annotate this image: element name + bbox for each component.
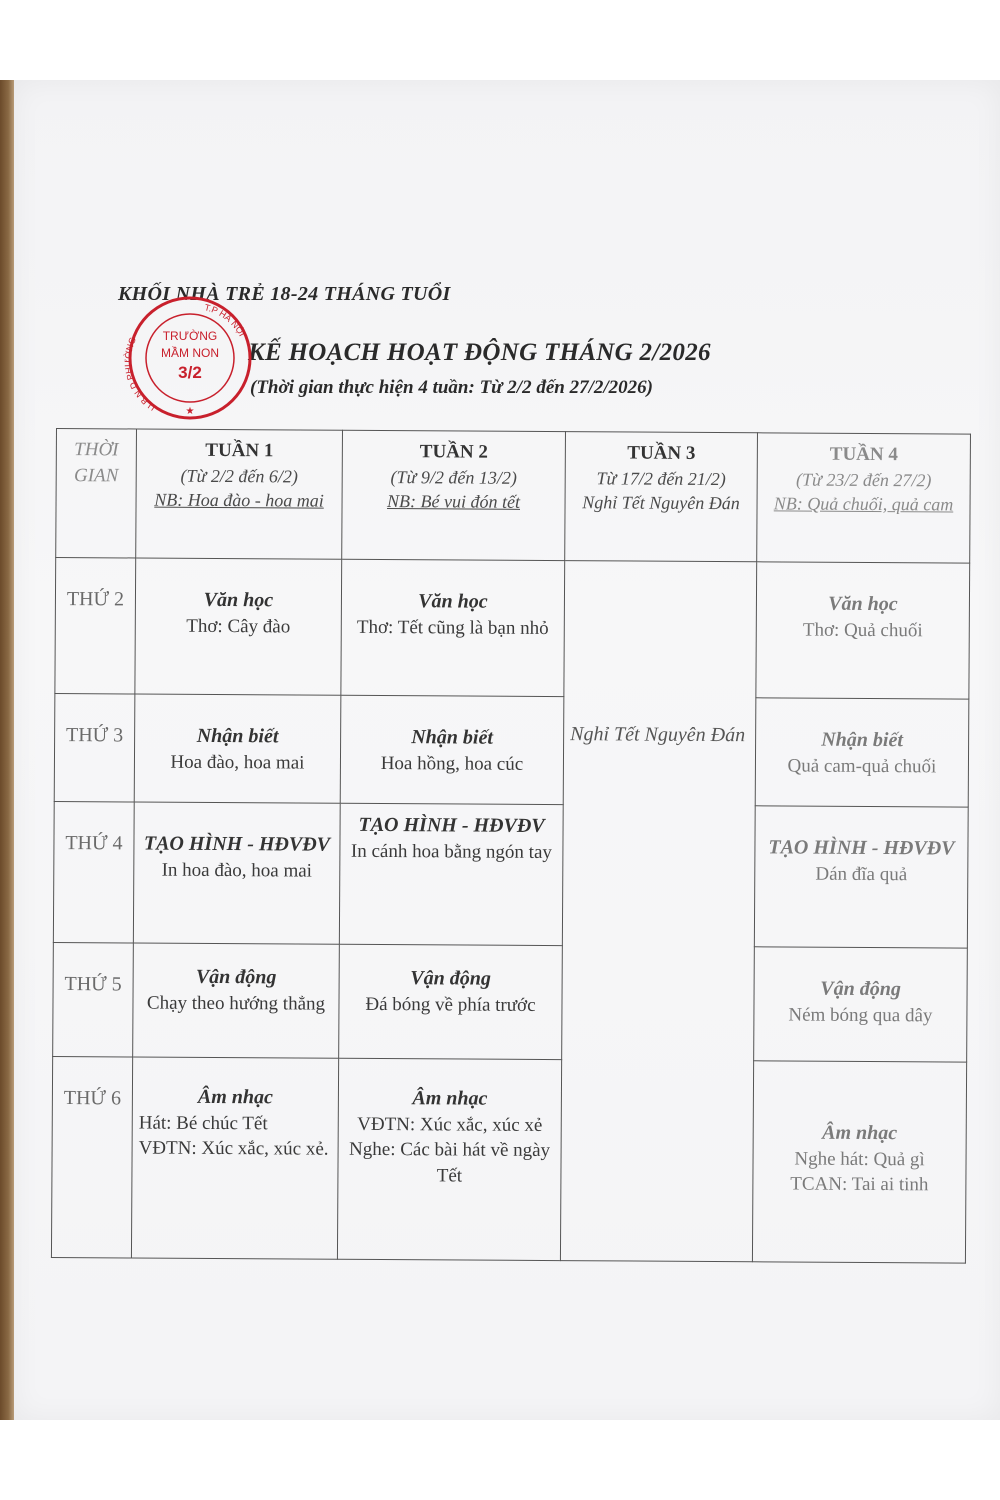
svg-text:U.B.N.D PHƯỜNG	[123, 336, 157, 413]
activity-detail: Thơ: Cây đào	[186, 615, 291, 638]
week-2-name: TUẦN 2	[419, 441, 488, 463]
stamp-ring-right: T.P HÀ NỘI	[203, 302, 248, 338]
activity-subject: TẠO HÌNH - HĐVĐV	[143, 832, 331, 856]
plan-title: KẾ HOẠCH HOẠT ĐỘNG THÁNG 2/2026	[248, 339, 711, 366]
activity-subject: TẠO HÌNH - HĐVĐV	[358, 814, 545, 838]
activity-detail: Thơ: Tết cũng là bạn nhỏ	[356, 616, 549, 639]
activity-cell	[752, 1061, 966, 1264]
week-1-range: (Từ 2/2 đến 6/2)	[180, 465, 298, 487]
day-label: THỨ 6	[51, 1056, 132, 1258]
school-stamp	[116, 294, 264, 424]
activity-subject: Nhận biết	[196, 724, 279, 747]
activity-detail: Hát: Bé chúc Tết	[138, 1112, 268, 1135]
activity-detail: In hoa đào, hoa mai	[161, 859, 313, 882]
day-row-tuesday	[54, 693, 969, 807]
activity-detail: Đá bóng về phía trước	[365, 993, 536, 1017]
day-label: THỨ 3	[54, 693, 135, 802]
activity-detail: VĐTN: Xúc xắc, xúc xẻ	[357, 1113, 543, 1136]
activity-detail: Dán đĩa quả	[815, 863, 908, 886]
day-row-wednesday	[53, 802, 968, 948]
activity-subject: Vận động	[195, 965, 277, 989]
activity-cell	[755, 697, 969, 807]
activity-subject: Âm nhạc	[197, 1085, 273, 1109]
week-4-range: (Từ 23/2 đến 27/2)	[795, 469, 932, 490]
activity-subject: Nhận biết	[411, 725, 494, 749]
day-label: THỨ 4	[53, 802, 134, 943]
activity-detail: Nghe hát: Quả gì	[794, 1148, 925, 1171]
activity-cell	[337, 1058, 561, 1261]
activity-detail: Nghe: Các bài hát về ngày Tết	[349, 1139, 551, 1187]
activity-detail: Hoa hồng, hoa cúc	[380, 752, 524, 775]
activity-detail: Chạy theo hướng thẳng	[146, 992, 326, 1015]
week-3-holiday-cell: Nghỉ Tết Nguyên Đán	[560, 560, 756, 1261]
activity-subject: Âm nhạc	[822, 1121, 898, 1144]
week-1-theme: NB: Hoa đào - hoa mai	[154, 489, 324, 511]
class-title: KHỐI NHÀ TRẺ 18-24 THÁNG TUỔI	[118, 283, 451, 305]
activity-subject: Vận động	[820, 977, 901, 1001]
activity-cell	[754, 806, 968, 948]
activity-cell	[340, 695, 564, 805]
activity-cell	[135, 558, 342, 695]
week-2-theme: NB: Bé vui đón tết	[387, 490, 521, 512]
week-1-name: TUẦN 1	[205, 439, 274, 462]
week-2-header	[342, 430, 566, 560]
stamp-star-icon: ★	[185, 406, 195, 417]
activity-cell	[339, 944, 563, 1059]
activity-subject: Vận động	[410, 967, 492, 990]
week-2-range: (Từ 9/2 đến 13/2)	[390, 466, 517, 488]
week-3-range: Từ 17/2 đến 21/2)	[596, 467, 726, 489]
desk-edge	[0, 80, 14, 1420]
activity-subject: Âm nhạc	[412, 1086, 488, 1110]
activity-cell	[341, 559, 565, 696]
activity-plan-table	[51, 428, 971, 1264]
day-row-friday	[51, 1056, 966, 1263]
week-4-name: TUẦN 4	[829, 443, 898, 466]
activity-detail: Quả cam-quả chuối	[787, 755, 937, 777]
activity-subject: Văn học	[203, 588, 274, 612]
activity-detail: TCAN: Tai ai tinh	[790, 1173, 929, 1196]
day-row-monday	[55, 557, 970, 698]
stamp-line-3: 3/2	[178, 363, 202, 382]
week-3-header	[565, 432, 758, 562]
activity-cell	[134, 694, 341, 804]
activity-detail: In cánh hoa bằng ngón tay	[350, 841, 552, 864]
stamp-ring-left: U.B.N.D PHƯỜNG	[122, 335, 158, 413]
activity-cell	[754, 947, 968, 1062]
activity-cell	[133, 943, 340, 1058]
day-label: THỨ 5	[53, 943, 134, 1057]
activity-cell	[756, 562, 970, 699]
activity-detail: Thơ: Quả chuối	[802, 619, 923, 642]
activity-cell	[131, 1057, 338, 1260]
week-4-header	[757, 433, 971, 563]
activity-subject: TẠO HÌNH - HĐVĐV	[768, 836, 955, 860]
activity-detail: VĐTN: Xúc xắc, xúc xẻ.	[138, 1137, 329, 1161]
activity-cell	[339, 803, 563, 945]
activity-detail: Ném bóng qua dây	[788, 1004, 933, 1027]
week-1-header	[136, 429, 343, 559]
activity-cell	[133, 802, 340, 944]
activity-detail: Hoa đào, hoa mai	[170, 751, 305, 774]
time-header: THỜI GIAN	[56, 429, 137, 558]
activity-subject: Nhận biết	[821, 728, 904, 751]
stamp-line-1: TRƯỜNG	[162, 329, 218, 343]
week-4-theme: NB: Quả chuối, quả cam	[773, 493, 954, 515]
day-label: THỨ 2	[55, 557, 136, 693]
plan-period: (Thời gian thực hiện 4 tuần: Từ 2/2 đến 27/2/2026)	[250, 377, 653, 398]
day-row-thursday	[53, 943, 968, 1062]
week-3-theme: Nghỉ Tết Nguyên Đán	[582, 492, 740, 514]
activity-subject: Văn học	[828, 592, 898, 615]
header-row	[56, 429, 971, 563]
week-3-name: TUẦN 3	[627, 442, 696, 464]
activity-subject: Văn học	[418, 589, 488, 613]
stamp-line-2: MẦM NON	[161, 346, 219, 360]
